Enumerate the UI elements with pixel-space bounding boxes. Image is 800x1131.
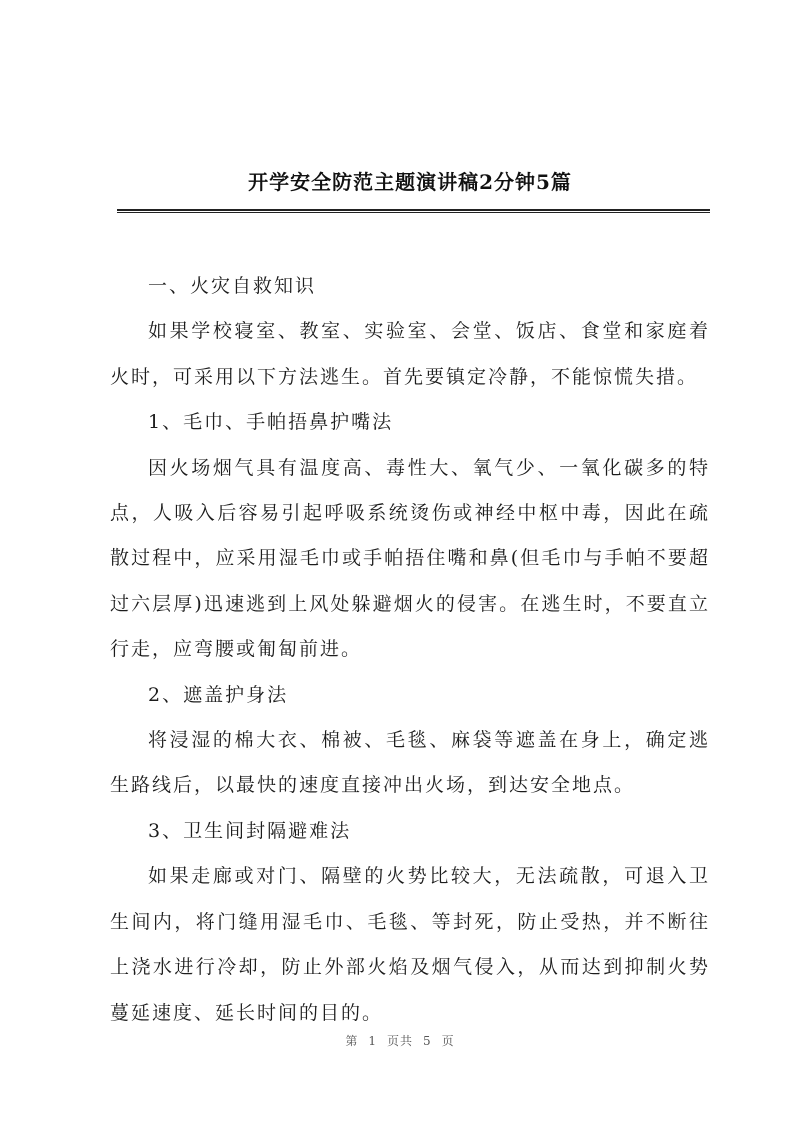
body-paragraph: 如果学校寝室、教室、实验室、会堂、饭店、食堂和家庭着火时，可采用以下方法逃生。首先要镇定冷静，不能惊慌失措。 [110, 320, 710, 388]
page-footer [0, 1032, 800, 1049]
footer-prefix: 第 [345, 1034, 359, 1048]
footer-middle: 页共 [386, 1034, 413, 1048]
body-paragraph: 将浸湿的棉大衣、棉被、毛毯、麻袋等遮盖在身上，确定逃生路线后，以最快的速度直接冲出火场，到达安全地点。 [110, 729, 710, 797]
method-heading-towel: 1、毛巾、手帕捂鼻护嘴法 [148, 411, 394, 434]
method-heading-cover: 2、遮盖护身法 [148, 683, 289, 706]
body-paragraph: 如果走廊或对门、隔壁的火势比较大，无法疏散，可退入卫生间内，将门缝用湿毛巾、毛毯、等封死，防止受热，并不断往上浇水进行冷却，防止外部火焰及烟气侵入，从而达到抑制火势蔓延速度、延长时间的目的。 [110, 865, 710, 1024]
footer-page-number: 1 [368, 1034, 377, 1048]
body-paragraph: 因火场烟气具有温度高、毒性大、氧气少、一氧化碳多的特点，人吸入后容易引起呼吸系统烫伤或神经中枢中毒，因此在疏散过程中，应采用湿毛巾或手帕捂住嘴和鼻(但毛巾与手帕不要超过六层厚)迅速逃到上风处躲避烟火的侵害。在逃生时，不要直立行走，应弯腰或匍匐前进。 [110, 456, 710, 661]
section-heading-fire-self-rescue: 一、火灾自救知识 [148, 275, 317, 297]
footer-suffix: 页 [441, 1034, 455, 1048]
footer-total-pages: 5 [423, 1034, 432, 1048]
page-title: 开学安全防范主题演讲稿2分钟5篇 [248, 170, 572, 194]
method-heading-bathroom: 3、卫生间封隔避难法 [148, 819, 352, 842]
document-body [110, 264, 710, 1036]
title-divider [117, 209, 710, 213]
